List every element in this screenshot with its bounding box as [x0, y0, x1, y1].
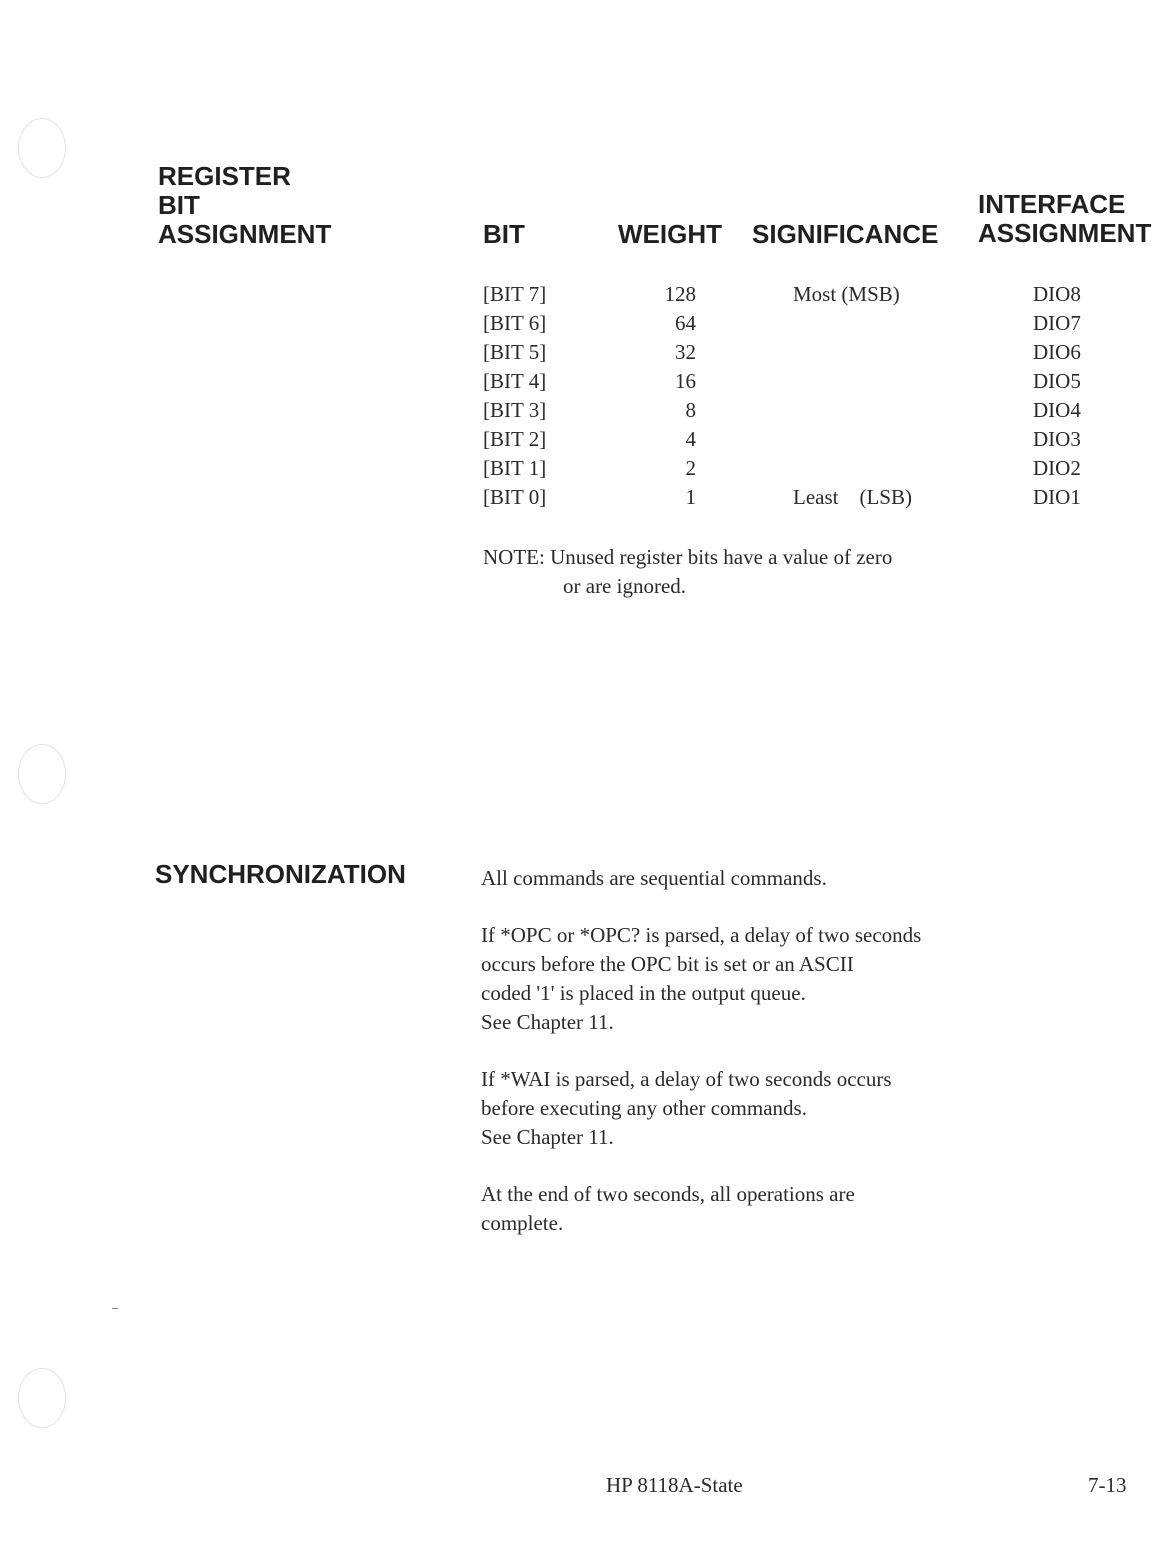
- paragraph-line: See Chapter 11.: [481, 1125, 614, 1149]
- column-header-bit: BIT: [483, 219, 525, 249]
- cell-bit: [BIT 1]: [483, 456, 547, 480]
- paragraph: [481, 921, 1041, 1037]
- heading-line: BIT: [158, 190, 200, 220]
- paragraph-line: At the end of two seconds, all operations are: [481, 1182, 855, 1206]
- table-row: [483, 280, 1123, 309]
- cell-weight: 32: [675, 340, 696, 364]
- cell-bit: [BIT 3]: [483, 398, 547, 422]
- paragraph-line: If *OPC or *OPC? is parsed, a delay of two seconds: [481, 923, 922, 947]
- heading-line: ASSIGNMENT: [158, 219, 332, 249]
- paragraph: [481, 1180, 1041, 1238]
- table-row: [483, 454, 1123, 483]
- cell-interface: DIO2: [1033, 456, 1081, 480]
- punch-hole-top: [18, 118, 66, 178]
- column-header-interface-assignment: [978, 190, 1151, 248]
- paragraph-line: See Chapter 11.: [481, 1010, 614, 1034]
- column-header-significance: SIGNIFICANCE: [752, 219, 939, 249]
- paragraph-line: complete.: [481, 1211, 564, 1235]
- table-row: [483, 338, 1123, 367]
- paragraph-line: occurs before the OPC bit is set or an ASCII: [481, 952, 854, 976]
- cell-interface: DIO6: [1033, 340, 1081, 364]
- cell-weight: 16: [675, 369, 696, 393]
- cell-weight: 4: [685, 427, 696, 451]
- register-note: [483, 543, 892, 601]
- cell-significance: [783, 454, 1033, 483]
- paragraph-line: before executing any other commands.: [481, 1096, 807, 1120]
- cell-interface: DIO5: [1033, 369, 1081, 393]
- cell-significance: [783, 338, 1033, 367]
- table-row: [483, 309, 1123, 338]
- punch-hole-bottom: [18, 1368, 66, 1428]
- register-bit-assignment-heading: [158, 162, 331, 249]
- cell-significance: Most (MSB): [793, 282, 900, 306]
- footer-title: HP 8118A-State: [606, 1473, 743, 1497]
- table-row: [483, 425, 1123, 454]
- cell-bit: [BIT 2]: [483, 427, 547, 451]
- page-number: 7-13: [1088, 1473, 1127, 1497]
- margin-mark: [112, 1308, 118, 1309]
- bit-assignment-table: [483, 280, 1123, 512]
- cell-bit: [BIT 5]: [483, 340, 547, 364]
- cell-interface: DIO1: [1033, 485, 1081, 509]
- paragraph: [481, 864, 1041, 893]
- cell-bit: [BIT 6]: [483, 311, 547, 335]
- cell-bit: [BIT 7]: [483, 282, 547, 306]
- paragraph-line: coded '1' is placed in the output queue.: [481, 981, 806, 1005]
- paragraph-line: All commands are sequential commands.: [481, 866, 827, 890]
- table-row: [483, 367, 1123, 396]
- cell-significance: [783, 367, 1033, 396]
- cell-interface: DIO7: [1033, 311, 1081, 335]
- cell-interface: DIO4: [1033, 398, 1081, 422]
- cell-significance: [783, 425, 1033, 454]
- cell-bit: [BIT 4]: [483, 369, 547, 393]
- cell-weight: 64: [675, 311, 696, 335]
- column-header-weight: WEIGHT: [618, 219, 722, 249]
- cell-weight: 128: [664, 282, 696, 306]
- table-row: [483, 396, 1123, 425]
- punch-hole-middle: [18, 744, 66, 804]
- cell-bit: [BIT 0]: [483, 485, 547, 509]
- table-row: [483, 483, 1123, 512]
- column-header-interface-line1: INTERFACE: [978, 189, 1126, 219]
- cell-interface: DIO3: [1033, 427, 1081, 451]
- note-line: or are ignored.: [563, 574, 687, 598]
- cell-interface: DIO8: [1033, 282, 1081, 306]
- note-line: NOTE: Unused register bits have a value of zero: [483, 545, 893, 569]
- paragraph-line: If *WAI is parsed, a delay of two seconds occurs: [481, 1067, 892, 1091]
- cell-significance: [783, 396, 1033, 425]
- synchronization-body: [481, 864, 1041, 1266]
- heading-line: REGISTER: [158, 161, 291, 191]
- cell-weight: 8: [685, 398, 696, 422]
- paragraph: [481, 1065, 1041, 1152]
- cell-significance: Least (LSB): [793, 485, 912, 509]
- synchronization-heading: SYNCHRONIZATION: [155, 859, 406, 889]
- column-header-interface-line2: ASSIGNMENT: [978, 218, 1152, 248]
- cell-significance: [783, 309, 1033, 338]
- cell-weight: 1: [685, 485, 696, 509]
- cell-weight: 2: [685, 456, 696, 480]
